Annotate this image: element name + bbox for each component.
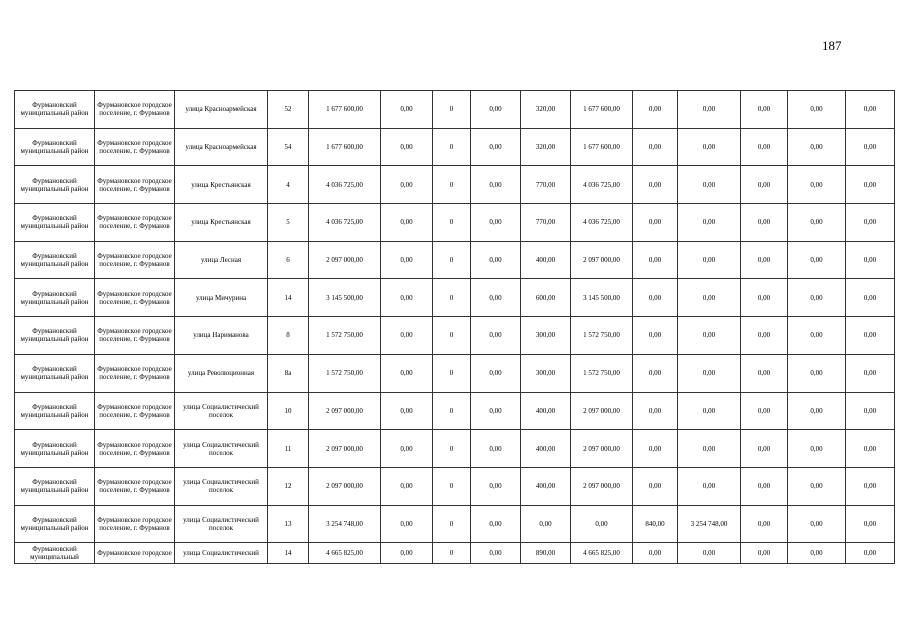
value-cell: 770,00 (521, 204, 571, 242)
value-cell: 0,00 (788, 392, 846, 430)
table-row (15, 166, 895, 204)
value-cell: 0,00 (741, 241, 788, 279)
value-cell: 0,00 (846, 430, 895, 468)
value-cell: 0,00 (788, 543, 846, 564)
value-cell: 0,00 (741, 128, 788, 166)
value-cell: 0,00 (788, 128, 846, 166)
value-cell: 0,00 (788, 467, 846, 505)
value-cell: 0,00 (678, 279, 741, 317)
value-cell: 0,00 (678, 128, 741, 166)
value-cell: 0,00 (471, 430, 521, 468)
table-row (15, 354, 895, 392)
table-row (15, 241, 895, 279)
table-row (15, 505, 895, 543)
district-cell: Фурмановский муниципальный (15, 543, 95, 564)
house-number-cell: 11 (268, 430, 309, 468)
value-cell: 320,00 (521, 91, 571, 129)
value-cell: 0,00 (471, 128, 521, 166)
value-cell: 0 (433, 543, 471, 564)
value-cell: 770,00 (521, 166, 571, 204)
value-cell: 0,00 (678, 241, 741, 279)
district-cell: Фурмановский муниципальный район (15, 505, 95, 543)
value-cell: 2 097 000,00 (309, 430, 381, 468)
street-cell: улица Мичурина (175, 279, 268, 317)
district-cell: Фурмановский муниципальный район (15, 166, 95, 204)
street-cell: улица Красноармейская (175, 91, 268, 129)
district-cell: Фурмановский муниципальный район (15, 128, 95, 166)
street-cell: улица Социалистический поселок (175, 392, 268, 430)
value-cell: 0,00 (381, 128, 433, 166)
street-cell: улица Крестьянская (175, 204, 268, 242)
value-cell: 0,00 (741, 91, 788, 129)
value-cell: 0 (433, 505, 471, 543)
district-cell: Фурмановский муниципальный район (15, 354, 95, 392)
house-number-cell: 8 (268, 317, 309, 355)
settlement-cell: Фурмановское городское поселение, г. Фурманов (95, 317, 175, 355)
settlement-cell: Фурмановское городское поселение, г. Фурманов (95, 241, 175, 279)
value-cell: 0,00 (678, 204, 741, 242)
street-cell: улица Социалистический (175, 543, 268, 564)
value-cell: 0,00 (381, 467, 433, 505)
value-cell: 0,00 (846, 392, 895, 430)
value-cell: 0,00 (678, 354, 741, 392)
value-cell: 400,00 (521, 467, 571, 505)
house-number-cell: 10 (268, 392, 309, 430)
value-cell: 0,00 (381, 166, 433, 204)
value-cell: 0,00 (471, 505, 521, 543)
value-cell: 2 097 000,00 (571, 241, 633, 279)
house-number-cell: 14 (268, 543, 309, 564)
value-cell: 0,00 (741, 543, 788, 564)
value-cell: 0,00 (633, 128, 678, 166)
street-cell: улица Нариманова (175, 317, 268, 355)
value-cell: 400,00 (521, 241, 571, 279)
value-cell: 0,00 (633, 430, 678, 468)
value-cell: 400,00 (521, 392, 571, 430)
value-cell: 0,00 (471, 392, 521, 430)
settlement-cell: Фурмановское городское поселение, г. Фурманов (95, 128, 175, 166)
settlement-cell: Фурмановское городское поселение, г. Фурманов (95, 354, 175, 392)
value-cell: 0,00 (381, 392, 433, 430)
value-cell: 3 145 500,00 (309, 279, 381, 317)
house-number-cell: 4 (268, 166, 309, 204)
value-cell: 0,00 (846, 166, 895, 204)
value-cell: 0,00 (741, 204, 788, 242)
value-cell: 0,00 (678, 543, 741, 564)
value-cell: 0,00 (381, 430, 433, 468)
value-cell: 0,00 (846, 128, 895, 166)
value-cell: 1 572 750,00 (309, 317, 381, 355)
value-cell: 0,00 (846, 505, 895, 543)
value-cell: 840,00 (633, 505, 678, 543)
house-number-cell: 14 (268, 279, 309, 317)
district-cell: Фурмановский муниципальный район (15, 467, 95, 505)
settlement-cell: Фурмановское городское поселение, г. Фурманов (95, 279, 175, 317)
house-number-cell: 13 (268, 505, 309, 543)
value-cell: 0,00 (788, 166, 846, 204)
value-cell: 1 677 600,00 (309, 91, 381, 129)
street-cell: улица Революционная (175, 354, 268, 392)
value-cell: 0,00 (471, 241, 521, 279)
table-row (15, 128, 895, 166)
value-cell: 0,00 (471, 166, 521, 204)
value-cell: 4 036 725,00 (571, 166, 633, 204)
value-cell: 1 677 600,00 (571, 128, 633, 166)
table-row (15, 91, 895, 129)
value-cell: 0,00 (846, 317, 895, 355)
value-cell: 0,00 (846, 91, 895, 129)
value-cell: 0 (433, 392, 471, 430)
value-cell: 0,00 (633, 279, 678, 317)
value-cell: 0,00 (788, 505, 846, 543)
value-cell: 0,00 (678, 467, 741, 505)
value-cell: 0,00 (788, 354, 846, 392)
settlement-cell: Фурмановское городское поселение, г. Фурманов (95, 204, 175, 242)
street-cell: улица Социалистический поселок (175, 430, 268, 468)
value-cell: 0 (433, 241, 471, 279)
value-cell: 0,00 (846, 467, 895, 505)
settlement-cell: Фурмановское городское поселение, г. Фурманов (95, 392, 175, 430)
value-cell: 0,00 (471, 204, 521, 242)
table-row (15, 467, 895, 505)
table-row (15, 543, 895, 564)
value-cell: 0,00 (678, 392, 741, 430)
value-cell: 3 145 500,00 (571, 279, 633, 317)
value-cell: 1 677 600,00 (571, 91, 633, 129)
value-cell: 0,00 (381, 317, 433, 355)
value-cell: 0,00 (678, 430, 741, 468)
value-cell: 0 (433, 467, 471, 505)
value-cell: 0,00 (788, 317, 846, 355)
value-cell: 0,00 (846, 354, 895, 392)
value-cell: 0,00 (678, 317, 741, 355)
value-cell: 0,00 (788, 241, 846, 279)
value-cell: 0,00 (846, 543, 895, 564)
table-row (15, 317, 895, 355)
value-cell: 3 254 748,00 (678, 505, 741, 543)
settlement-cell: Фурмановское городское поселение, г. Фурманов (95, 91, 175, 129)
value-cell: 0 (433, 91, 471, 129)
value-cell: 0,00 (788, 204, 846, 242)
table-row (15, 392, 895, 430)
district-cell: Фурмановский муниципальный район (15, 430, 95, 468)
table-row (15, 204, 895, 242)
value-cell: 0,00 (741, 505, 788, 543)
value-cell: 0 (433, 317, 471, 355)
value-cell: 320,00 (521, 128, 571, 166)
value-cell: 0,00 (633, 354, 678, 392)
value-cell: 0,00 (741, 166, 788, 204)
street-cell: улица Социалистический поселок (175, 505, 268, 543)
house-number-cell: 52 (268, 91, 309, 129)
street-cell: улица Лесная (175, 241, 268, 279)
value-cell: 0,00 (846, 241, 895, 279)
value-cell: 1 677 600,00 (309, 128, 381, 166)
settlement-cell: Фурмановское городское (95, 543, 175, 564)
housing-repair-table (14, 90, 895, 564)
value-cell: 0 (433, 128, 471, 166)
value-cell: 0,00 (381, 505, 433, 543)
value-cell: 0 (433, 430, 471, 468)
district-cell: Фурмановский муниципальный район (15, 279, 95, 317)
value-cell: 0,00 (381, 279, 433, 317)
value-cell: 2 097 000,00 (309, 392, 381, 430)
value-cell: 0,00 (846, 279, 895, 317)
value-cell: 0,00 (471, 91, 521, 129)
street-cell: улица Красноармейская (175, 128, 268, 166)
value-cell: 0,00 (381, 241, 433, 279)
district-cell: Фурмановский муниципальный район (15, 241, 95, 279)
house-number-cell: 12 (268, 467, 309, 505)
value-cell: 0,00 (741, 430, 788, 468)
house-number-cell: 6 (268, 241, 309, 279)
value-cell: 2 097 000,00 (571, 392, 633, 430)
value-cell: 0,00 (381, 354, 433, 392)
value-cell: 2 097 000,00 (571, 430, 633, 468)
district-cell: Фурмановский муниципальный район (15, 204, 95, 242)
value-cell: 0,00 (471, 354, 521, 392)
value-cell: 0,00 (741, 354, 788, 392)
value-cell: 890,00 (521, 543, 571, 564)
district-cell: Фурмановский муниципальный район (15, 91, 95, 129)
value-cell: 400,00 (521, 430, 571, 468)
value-cell: 0,00 (678, 91, 741, 129)
value-cell: 0,00 (741, 317, 788, 355)
value-cell: 0,00 (678, 166, 741, 204)
value-cell: 4 036 725,00 (309, 166, 381, 204)
settlement-cell: Фурмановское городское поселение, г. Фурманов (95, 430, 175, 468)
value-cell: 0,00 (521, 505, 571, 543)
value-cell: 0,00 (571, 505, 633, 543)
value-cell: 2 097 000,00 (309, 241, 381, 279)
table-row (15, 430, 895, 468)
value-cell: 0,00 (633, 543, 678, 564)
district-cell: Фурмановский муниципальный район (15, 392, 95, 430)
value-cell: 0,00 (788, 279, 846, 317)
value-cell: 2 097 000,00 (571, 467, 633, 505)
value-cell: 0,00 (471, 279, 521, 317)
value-cell: 0,00 (633, 166, 678, 204)
value-cell: 0,00 (633, 317, 678, 355)
value-cell: 4 665 825,00 (571, 543, 633, 564)
value-cell: 1 572 750,00 (571, 317, 633, 355)
value-cell: 0,00 (788, 91, 846, 129)
table-row (15, 279, 895, 317)
street-cell: улица Крестьянская (175, 166, 268, 204)
value-cell: 0,00 (471, 317, 521, 355)
house-number-cell: 54 (268, 128, 309, 166)
value-cell: 1 572 750,00 (309, 354, 381, 392)
house-number-cell: 5 (268, 204, 309, 242)
value-cell: 0,00 (633, 241, 678, 279)
value-cell: 3 254 748,00 (309, 505, 381, 543)
street-cell: улица Социалистический поселок (175, 467, 268, 505)
value-cell: 0,00 (471, 543, 521, 564)
value-cell: 4 036 725,00 (571, 204, 633, 242)
value-cell: 0 (433, 204, 471, 242)
value-cell: 0,00 (381, 91, 433, 129)
value-cell: 4 665 825,00 (309, 543, 381, 564)
value-cell: 0,00 (788, 430, 846, 468)
value-cell: 600,00 (521, 279, 571, 317)
value-cell: 0,00 (633, 467, 678, 505)
value-cell: 0,00 (741, 279, 788, 317)
value-cell: 0,00 (741, 467, 788, 505)
value-cell: 0,00 (741, 392, 788, 430)
value-cell: 0,00 (846, 204, 895, 242)
settlement-cell: Фурмановское городское поселение, г. Фурманов (95, 467, 175, 505)
value-cell: 4 036 725,00 (309, 204, 381, 242)
house-number-cell: 8а (268, 354, 309, 392)
value-cell: 300,00 (521, 354, 571, 392)
value-cell: 0,00 (381, 543, 433, 564)
value-cell: 0 (433, 354, 471, 392)
value-cell: 2 097 000,00 (309, 467, 381, 505)
value-cell: 0 (433, 279, 471, 317)
settlement-cell: Фурмановское городское поселение, г. Фурманов (95, 505, 175, 543)
value-cell: 1 572 750,00 (571, 354, 633, 392)
settlement-cell: Фурмановское городское поселение, г. Фурманов (95, 166, 175, 204)
value-cell: 0,00 (381, 204, 433, 242)
page-number: 187 (822, 38, 842, 53)
value-cell: 0,00 (633, 204, 678, 242)
value-cell: 0,00 (633, 91, 678, 129)
value-cell: 0,00 (471, 467, 521, 505)
value-cell: 0 (433, 166, 471, 204)
value-cell: 0,00 (633, 392, 678, 430)
district-cell: Фурмановский муниципальный район (15, 317, 95, 355)
value-cell: 300,00 (521, 317, 571, 355)
